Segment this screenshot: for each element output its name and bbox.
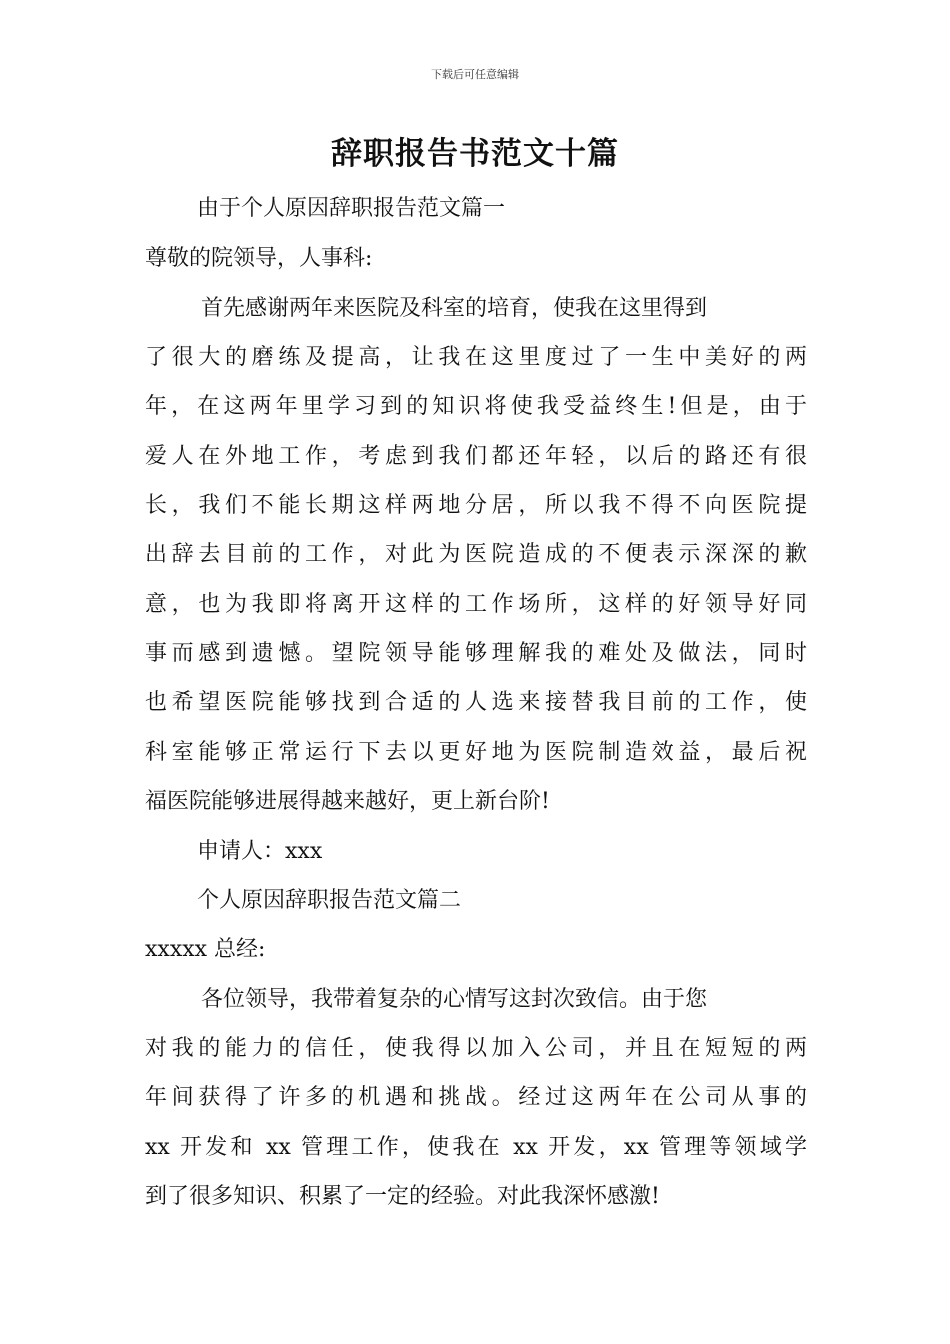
paragraph-line: 也希望医院能够找到合适的人选来接替我目前的工作，使: [145, 690, 807, 715]
paragraph-line: 长，我们不能长期这样两地分居，所以我不得不向医院提: [145, 493, 807, 518]
salutation-1: 尊敬的院领导，人事科:: [145, 246, 373, 271]
section-heading-2: 个人原因辞职报告范文篇二: [197, 888, 462, 913]
paragraph-line: 对我的能力的信任，使我得以加入公司，并且在短短的两: [145, 1036, 807, 1061]
applicant-line: 申请人：xxx: [197, 839, 323, 864]
paragraph-line: xx 开发和 xx 管理工作，使我在 xx 开发，xx 管理等领域学: [145, 1135, 807, 1160]
paragraph-line: 意，也为我即将离开这样的工作场所，这样的好领导好同: [145, 592, 807, 617]
paragraph-line: 出辞去目前的工作，对此为医院造成的不便表示深深的歉: [145, 542, 807, 567]
paragraph-line: 事而感到遗憾。望院领导能够理解我的难处及做法，同时: [145, 641, 807, 666]
paragraph-line: 科室能够正常运行下去以更好地为医院制造效益，最后祝: [145, 740, 807, 765]
header-note: 下载后可任意编辑: [431, 68, 519, 81]
paragraph-line: 到了很多知识、积累了一定的经验。对此我深怀感激!: [145, 1184, 660, 1209]
paragraph-line: 爱人在外地工作，考虑到我们都还年轻，以后的路还有很: [145, 444, 807, 469]
paragraph-line: 了很大的磨练及提高，让我在这里度过了一生中美好的两: [145, 345, 807, 370]
document-title: 辞职报告书范文十篇: [331, 136, 619, 172]
paragraph-line: 年间获得了许多的机遇和挑战。经过这两年在公司从事的: [145, 1085, 807, 1110]
salutation-2: xxxxx 总经:: [145, 937, 266, 962]
paragraph-line: 各位领导，我带着复杂的心情写这封次致信。由于您: [201, 987, 708, 1012]
section-heading-1: 由于个人原因辞职报告范文篇一: [197, 196, 506, 221]
paragraph-line: 福医院能够进展得越来越好，更上新台阶!: [145, 789, 550, 814]
paragraph-line: 首先感谢两年来医院及科室的培育，使我在这里得到: [201, 296, 708, 321]
paragraph-line: 年，在这两年里学习到的知识将使我受益终生!但是，由于: [145, 394, 807, 419]
